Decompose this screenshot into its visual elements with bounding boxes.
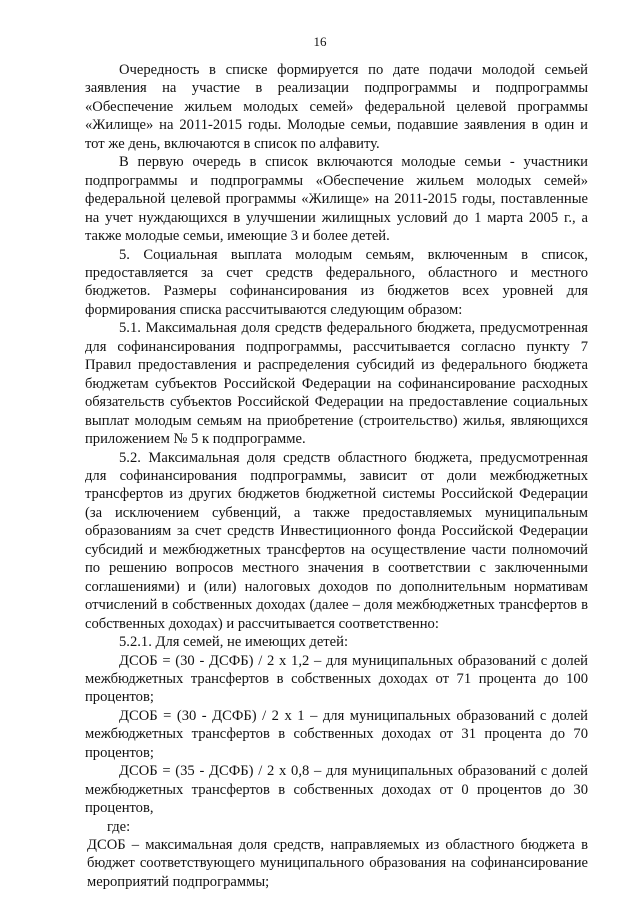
paragraph-section-5: 5. Социальная выплата молодым семьям, включенным в список, предоставляется за счет средств федерального, областного и местного бюджетов. Размеры софинансирования из бюджетов всех уровней для формирования списка рассчитываются следующим образом: xyxy=(85,246,588,318)
page-number: 16 xyxy=(313,34,327,49)
document-body xyxy=(85,61,588,891)
paragraph-section-5-2-1: 5.2.1. Для семей, не имеющих детей: xyxy=(119,634,349,651)
definition-dsob: ДСОБ – максимальная доля средств, направляемых из областного бюджета в бюджет соответствующего муниципального образования на софинансирование мероприятий подпрограммы; xyxy=(87,837,588,890)
formula-1: ДСОБ = (30 - ДСФБ) / 2 х 1 – для муниципальных образований с долей межбюджетных трансфертов в собственных доходах от 31 процента до 70 процентов; xyxy=(85,707,588,761)
paragraph-priority: В первую очередь в список включаются молодые семьи - участники подпрограммы и подпрограммы «Обеспечение жильем молодых семей» федеральной целевой программы «Жилище» на 2011-2015 годы, поставленные на учет нуждающихся в улучшении жилищных условий до 1 марта 2005 г., а также молодые семьи, имеющие 3 и более детей. xyxy=(85,154,588,245)
paragraph-section-5-1: 5.1. Максимальная доля средств федерального бюджета, предусмотренная для софинансирования подпрограммы, рассчитывается согласно пункту 7 Правил предоставления и распределения субсидий из федерального бюджета бюджетам субъектов Российской Федерации на софинансирование расходных обязательств субъектов Российской Федерации на предоставление социальных выплат молодым семьям на приобретение (строительство) жилья, являющихся приложением № 5 к подпрограмме. xyxy=(85,320,588,448)
formula-1-2: ДСОБ = (30 - ДСФБ) / 2 х 1,2 – для муниципальных образований с долей межбюджетных трансфертов в собственных доходах от 71 процента до 100 процентов; xyxy=(85,652,588,706)
paragraph-queue-order: Очередность в списке формируется по дате подачи молодой семьей заявления на участие в реализации подпрограммы и подпрограммы «Обеспечение жильем молодых семей» федеральной целевой программы «Жилище» на 2011-2015 годы. Молодые семьи, подавшие заявления в один и тот же день, включаются в список по алфавиту. xyxy=(85,62,588,152)
formula-0-8: ДСОБ = (35 - ДСФБ) / 2 х 0,8 – для муниципальных образований с долей межбюджетных трансфертов в собственных доходах от 0 процентов до 30 процентов, xyxy=(85,763,588,817)
paragraph-section-5-2: 5.2. Максимальная доля средств областного бюджета, предусмотренная для софинансирования подпрограммы, зависит от доли межбюджетных трансфертов из других бюджетов бюджетной системы Российской Федерации (за исключением субвенций, а также предоставляемых муниципальным образованиям за счет средств Инвестиционного фонда Российской Федерации субсидий и межбюджетных трансфертов на осуществление части полномочий по решению вопросов местного значения в соответствии с заключенными соглашениями) и (или) налоговых доходов по дополнительным нормативам отчислений в собственных доходах (далее – доля межбюджетных трансфертов в собственных доходах) и рассчитывается соответственно: xyxy=(85,449,588,632)
where-label: где: xyxy=(107,818,131,835)
